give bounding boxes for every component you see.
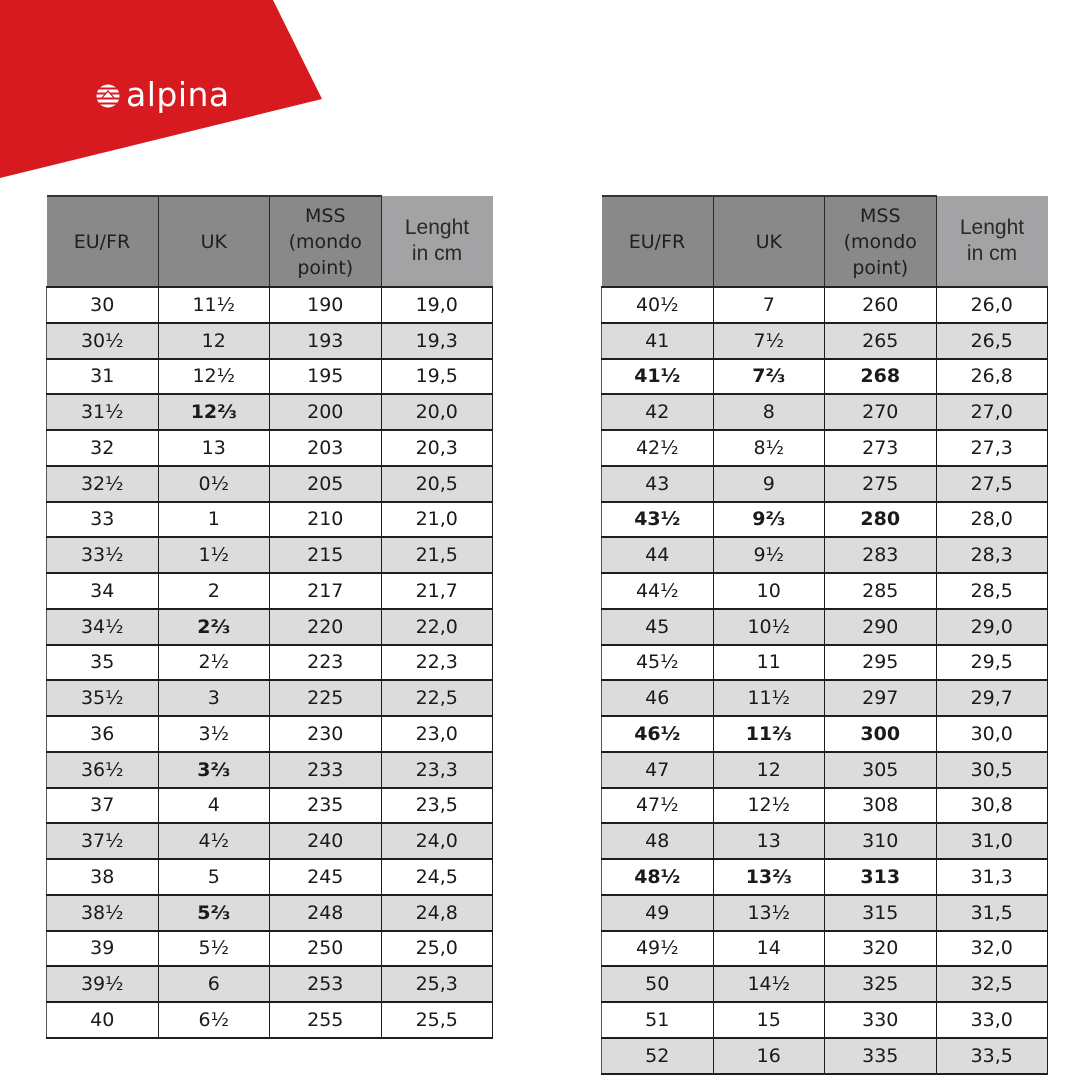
table-row (602, 323, 1048, 359)
table-row (602, 394, 1048, 430)
cell-length-cm: 30,5 (936, 752, 1048, 788)
cell-length-cm: 28,3 (936, 537, 1048, 573)
cell-mss: 245 (270, 859, 382, 895)
cell-uk: 10 (713, 573, 825, 609)
cell-uk: 12 (713, 752, 825, 788)
cell-eu-fr: 39 (47, 931, 159, 967)
cell-uk: 2⅔ (158, 609, 270, 645)
table-row (602, 895, 1048, 931)
table-header-row (602, 196, 1048, 287)
table-row (602, 1002, 1048, 1038)
table-row (47, 323, 493, 359)
cell-eu-fr: 38 (47, 859, 159, 895)
cell-eu-fr: 37 (47, 788, 159, 824)
cell-mss: 250 (270, 931, 382, 967)
cell-uk: 13 (713, 823, 825, 859)
cell-length-cm: 25,3 (381, 966, 493, 1002)
header-length-line2: in cm (411, 242, 463, 265)
cell-mss: 223 (270, 645, 382, 681)
cell-uk: 3½ (158, 716, 270, 752)
cell-eu-fr: 48½ (602, 859, 714, 895)
cell-eu-fr: 42½ (602, 430, 714, 466)
cell-mss: 290 (825, 609, 937, 645)
cell-mss: 275 (825, 466, 937, 502)
cell-uk: 5 (158, 859, 270, 895)
cell-mss: 260 (825, 287, 937, 323)
size-rows-right (602, 287, 1048, 1074)
alpina-emblem-icon (96, 81, 120, 111)
cell-length-cm: 21,7 (381, 573, 493, 609)
cell-uk: 11 (713, 645, 825, 681)
cell-uk: 1½ (158, 537, 270, 573)
cell-length-cm: 33,0 (936, 1002, 1048, 1038)
size-rows-left (47, 287, 493, 1038)
table-row (47, 680, 493, 716)
header-mss-line3: point) (297, 256, 354, 279)
table-row (602, 788, 1048, 824)
cell-length-cm: 22,0 (381, 609, 493, 645)
cell-mss: 285 (825, 573, 937, 609)
table-header-row (47, 196, 493, 287)
cell-eu-fr: 47½ (602, 788, 714, 824)
cell-mss: 225 (270, 680, 382, 716)
cell-mss: 253 (270, 966, 382, 1002)
table-row (47, 609, 493, 645)
cell-length-cm: 19,3 (381, 323, 493, 359)
cell-uk: 8 (713, 394, 825, 430)
cell-length-cm: 26,8 (936, 359, 1048, 395)
header-mss-line1: MSS (859, 204, 901, 227)
cell-eu-fr: 45½ (602, 645, 714, 681)
cell-eu-fr: 50 (602, 966, 714, 1002)
header-mss (270, 196, 382, 287)
table-row (602, 537, 1048, 573)
cell-mss: 205 (270, 466, 382, 502)
cell-uk: 1 (158, 502, 270, 538)
cell-eu-fr: 46 (602, 680, 714, 716)
cell-mss: 295 (825, 645, 937, 681)
cell-eu-fr: 38½ (47, 895, 159, 931)
cell-eu-fr: 30 (47, 287, 159, 323)
cell-mss: 210 (270, 502, 382, 538)
cell-length-cm: 20,0 (381, 394, 493, 430)
header-uk: UK (158, 196, 270, 287)
cell-mss: 320 (825, 931, 937, 967)
header-mss-line3: point) (852, 256, 909, 279)
table-row (47, 394, 493, 430)
cell-uk: 0½ (158, 466, 270, 502)
cell-eu-fr: 41½ (602, 359, 714, 395)
cell-length-cm: 31,5 (936, 895, 1048, 931)
cell-length-cm: 19,5 (381, 359, 493, 395)
header-mss-line2: (mondo (843, 230, 917, 253)
header-eu-fr: EU/FR (47, 196, 159, 287)
table-row (47, 716, 493, 752)
cell-mss: 283 (825, 537, 937, 573)
table-row (47, 966, 493, 1002)
cell-mss: 315 (825, 895, 937, 931)
table-row (602, 680, 1048, 716)
cell-uk: 6 (158, 966, 270, 1002)
table-row (47, 752, 493, 788)
cell-uk: 13 (158, 430, 270, 466)
table-row (47, 823, 493, 859)
cell-eu-fr: 40 (47, 1002, 159, 1038)
cell-eu-fr: 35½ (47, 680, 159, 716)
cell-length-cm: 30,0 (936, 716, 1048, 752)
cell-mss: 335 (825, 1038, 937, 1074)
cell-mss: 300 (825, 716, 937, 752)
cell-length-cm: 31,3 (936, 859, 1048, 895)
cell-length-cm: 25,5 (381, 1002, 493, 1038)
cell-eu-fr: 51 (602, 1002, 714, 1038)
cell-uk: 12⅔ (158, 394, 270, 430)
header-mss (825, 196, 937, 287)
cell-eu-fr: 36 (47, 716, 159, 752)
cell-eu-fr: 40½ (602, 287, 714, 323)
cell-mss: 313 (825, 859, 937, 895)
cell-length-cm: 25,0 (381, 931, 493, 967)
cell-uk: 2½ (158, 645, 270, 681)
cell-eu-fr: 49 (602, 895, 714, 931)
cell-eu-fr: 39½ (47, 966, 159, 1002)
cell-uk: 13½ (713, 895, 825, 931)
table-row (47, 1002, 493, 1038)
cell-uk: 11½ (158, 287, 270, 323)
cell-length-cm: 32,5 (936, 966, 1048, 1002)
cell-uk: 14½ (713, 966, 825, 1002)
cell-mss: 273 (825, 430, 937, 466)
table-row (602, 359, 1048, 395)
cell-mss: 203 (270, 430, 382, 466)
cell-mss: 190 (270, 287, 382, 323)
cell-length-cm: 26,5 (936, 323, 1048, 359)
cell-uk: 5⅔ (158, 895, 270, 931)
table-row (47, 645, 493, 681)
cell-uk: 5½ (158, 931, 270, 967)
cell-length-cm: 21,5 (381, 537, 493, 573)
table-row (602, 573, 1048, 609)
cell-mss: 310 (825, 823, 937, 859)
cell-length-cm: 29,5 (936, 645, 1048, 681)
cell-length-cm: 24,0 (381, 823, 493, 859)
cell-length-cm: 24,5 (381, 859, 493, 895)
cell-length-cm: 33,5 (936, 1038, 1048, 1074)
cell-length-cm: 20,5 (381, 466, 493, 502)
cell-uk: 9 (713, 466, 825, 502)
cell-eu-fr: 36½ (47, 752, 159, 788)
cell-eu-fr: 41 (602, 323, 714, 359)
cell-uk: 7⅔ (713, 359, 825, 395)
table-row (602, 645, 1048, 681)
cell-uk: 11⅔ (713, 716, 825, 752)
cell-mss: 220 (270, 609, 382, 645)
table-row (47, 537, 493, 573)
cell-uk: 10½ (713, 609, 825, 645)
cell-eu-fr: 34 (47, 573, 159, 609)
cell-mss: 230 (270, 716, 382, 752)
cell-mss: 265 (825, 323, 937, 359)
cell-eu-fr: 46½ (602, 716, 714, 752)
table-row (47, 573, 493, 609)
cell-eu-fr: 48 (602, 823, 714, 859)
cell-eu-fr: 30½ (47, 323, 159, 359)
cell-length-cm: 27,3 (936, 430, 1048, 466)
cell-mss: 215 (270, 537, 382, 573)
cell-eu-fr: 44 (602, 537, 714, 573)
cell-uk: 4½ (158, 823, 270, 859)
table-row (47, 502, 493, 538)
cell-length-cm: 19,0 (381, 287, 493, 323)
cell-uk: 8½ (713, 430, 825, 466)
cell-eu-fr: 44½ (602, 573, 714, 609)
table-row (602, 716, 1048, 752)
cell-uk: 9½ (713, 537, 825, 573)
cell-eu-fr: 42 (602, 394, 714, 430)
cell-uk: 2 (158, 573, 270, 609)
table-row (602, 502, 1048, 538)
cell-length-cm: 23,5 (381, 788, 493, 824)
cell-uk: 3 (158, 680, 270, 716)
cell-mss: 248 (270, 895, 382, 931)
header-mss-line1: MSS (304, 204, 346, 227)
cell-length-cm: 23,0 (381, 716, 493, 752)
cell-mss: 233 (270, 752, 382, 788)
cell-eu-fr: 31½ (47, 394, 159, 430)
cell-length-cm: 28,5 (936, 573, 1048, 609)
table-row (602, 430, 1048, 466)
header-uk: UK (713, 196, 825, 287)
header-length-line1: Lenght (959, 216, 1025, 239)
table-row (602, 966, 1048, 1002)
cell-length-cm: 24,8 (381, 895, 493, 931)
header-length (381, 196, 493, 287)
cell-length-cm: 31,0 (936, 823, 1048, 859)
cell-mss: 330 (825, 1002, 937, 1038)
cell-uk: 6½ (158, 1002, 270, 1038)
cell-eu-fr: 37½ (47, 823, 159, 859)
cell-eu-fr: 33½ (47, 537, 159, 573)
cell-mss: 255 (270, 1002, 382, 1038)
table-row (602, 859, 1048, 895)
cell-mss: 280 (825, 502, 937, 538)
cell-uk: 12½ (713, 788, 825, 824)
cell-eu-fr: 35 (47, 645, 159, 681)
cell-mss: 325 (825, 966, 937, 1002)
cell-mss: 270 (825, 394, 937, 430)
cell-length-cm: 27,0 (936, 394, 1048, 430)
cell-mss: 235 (270, 788, 382, 824)
cell-eu-fr: 32 (47, 430, 159, 466)
cell-mss: 240 (270, 823, 382, 859)
header-length (936, 196, 1048, 287)
cell-uk: 11½ (713, 680, 825, 716)
cell-mss: 195 (270, 359, 382, 395)
alpina-logo (96, 74, 230, 114)
cell-uk: 15 (713, 1002, 825, 1038)
table-row (602, 287, 1048, 323)
cell-length-cm: 22,5 (381, 680, 493, 716)
header-length-line1: Lenght (404, 216, 470, 239)
cell-mss: 305 (825, 752, 937, 788)
table-row (47, 859, 493, 895)
cell-length-cm: 20,3 (381, 430, 493, 466)
table-row (47, 931, 493, 967)
cell-uk: 3⅔ (158, 752, 270, 788)
table-row (47, 430, 493, 466)
cell-eu-fr: 32½ (47, 466, 159, 502)
table-row (602, 931, 1048, 967)
table-row (47, 287, 493, 323)
cell-length-cm: 29,7 (936, 680, 1048, 716)
table-row (602, 752, 1048, 788)
cell-uk: 13⅔ (713, 859, 825, 895)
cell-length-cm: 23,3 (381, 752, 493, 788)
cell-eu-fr: 33 (47, 502, 159, 538)
cell-mss: 308 (825, 788, 937, 824)
table-row (602, 823, 1048, 859)
cell-eu-fr: 52 (602, 1038, 714, 1074)
table-row (47, 788, 493, 824)
cell-uk: 14 (713, 931, 825, 967)
cell-mss: 297 (825, 680, 937, 716)
cell-uk: 12½ (158, 359, 270, 395)
cell-uk: 7½ (713, 323, 825, 359)
cell-length-cm: 32,0 (936, 931, 1048, 967)
header-length-line2: in cm (966, 242, 1018, 265)
cell-length-cm: 22,3 (381, 645, 493, 681)
table-row (602, 609, 1048, 645)
cell-uk: 12 (158, 323, 270, 359)
cell-length-cm: 26,0 (936, 287, 1048, 323)
brand-name: alpina (126, 74, 230, 114)
cell-uk: 4 (158, 788, 270, 824)
table-row (47, 895, 493, 931)
cell-mss: 193 (270, 323, 382, 359)
table-row (47, 359, 493, 395)
table-row (602, 466, 1048, 502)
cell-length-cm: 30,8 (936, 788, 1048, 824)
cell-eu-fr: 43½ (602, 502, 714, 538)
cell-length-cm: 21,0 (381, 502, 493, 538)
table-row (47, 466, 493, 502)
cell-eu-fr: 45 (602, 609, 714, 645)
cell-mss: 200 (270, 394, 382, 430)
table-row (602, 1038, 1048, 1074)
cell-eu-fr: 43 (602, 466, 714, 502)
cell-uk: 16 (713, 1038, 825, 1074)
cell-eu-fr: 34½ (47, 609, 159, 645)
cell-mss: 217 (270, 573, 382, 609)
cell-eu-fr: 49½ (602, 931, 714, 967)
cell-length-cm: 27,5 (936, 466, 1048, 502)
size-table-right (601, 195, 1048, 1075)
cell-length-cm: 29,0 (936, 609, 1048, 645)
size-table-left (46, 195, 493, 1039)
cell-eu-fr: 31 (47, 359, 159, 395)
cell-uk: 9⅔ (713, 502, 825, 538)
cell-mss: 268 (825, 359, 937, 395)
cell-uk: 7 (713, 287, 825, 323)
header-eu-fr: EU/FR (602, 196, 714, 287)
cell-length-cm: 28,0 (936, 502, 1048, 538)
cell-eu-fr: 47 (602, 752, 714, 788)
header-mss-line2: (mondo (288, 230, 362, 253)
